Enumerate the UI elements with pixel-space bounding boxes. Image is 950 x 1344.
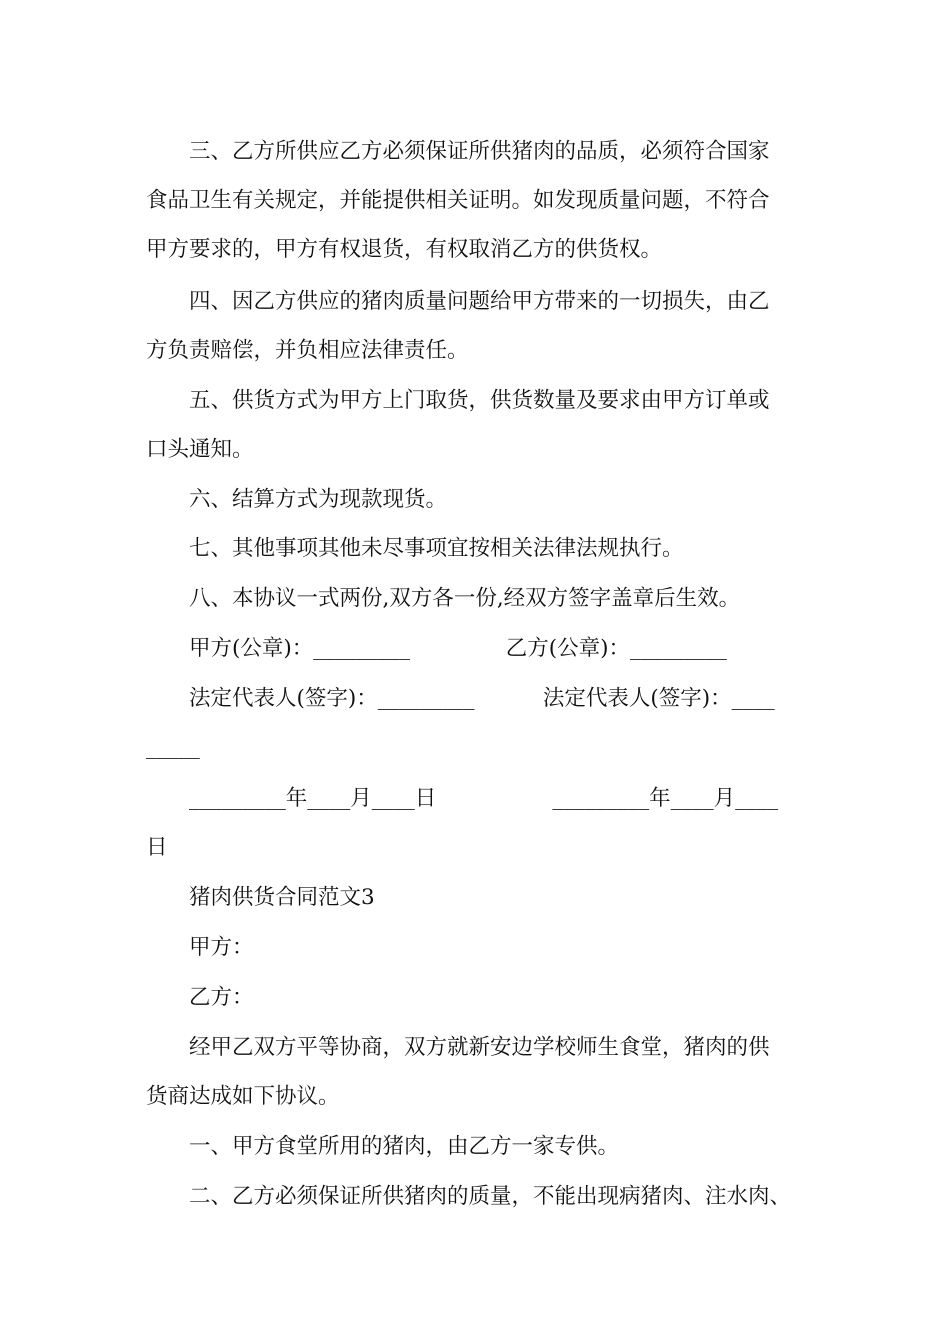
date-line-continued: 日	[146, 835, 168, 860]
paragraph-line: 货商达成如下协议。	[146, 1084, 340, 1109]
date-line: _________年____月____日 _________年____月____	[189, 786, 779, 811]
paragraph-line: 三、乙方所供应乙方必须保证所供猪肉的品质，必须符合国家	[189, 139, 770, 164]
paragraph-line: 食品卫生有关规定，并能提供相关证明。如发现质量问题，不符合	[146, 188, 770, 213]
paragraph-line: 八、本协议一式两份,双方各一份,经双方签字盖章后生效。	[189, 586, 741, 611]
paragraph-line: 方负责赔偿，并负相应法律责任。	[146, 338, 469, 363]
paragraph-line: 二、乙方必须保证所供猪肉的质量，不能出现病猪肉、注水肉、	[189, 1184, 792, 1209]
signature-line-representative: 法定代表人(签字)：_________ 法定代表人(签字)：____	[189, 686, 775, 711]
paragraph-line: 一、甲方食堂所用的猪肉，由乙方一家专供。	[189, 1134, 620, 1159]
paragraph-line: 甲方要求的，甲方有权退货，有权取消乙方的供货权。	[146, 237, 663, 262]
paragraph-line: 四、因乙方供应的猪肉质量问题给甲方带来的一切损失，由乙	[189, 289, 770, 314]
party-b-label: 乙方：	[189, 985, 254, 1010]
paragraph-line: 经甲乙双方平等协商，双方就新安边学校师生食堂，猪肉的供	[189, 1035, 770, 1060]
paragraph-line: 七、其他事项其他未尽事项宜按相关法律法规执行。	[189, 536, 684, 561]
paragraph-line: 六、结算方式为现款现货。	[189, 487, 448, 512]
signature-line-continued: _____	[146, 735, 200, 760]
party-a-label: 甲方：	[189, 935, 254, 960]
section-heading: 猪肉供货合同范文3	[189, 885, 375, 910]
paragraph-line: 口头通知。	[146, 437, 254, 462]
paragraph-line: 五、供货方式为甲方上门取货，供货数量及要求由甲方订单或	[189, 388, 770, 413]
signature-line-seal: 甲方(公章)：_________ 乙方(公章)：_________	[189, 636, 727, 661]
